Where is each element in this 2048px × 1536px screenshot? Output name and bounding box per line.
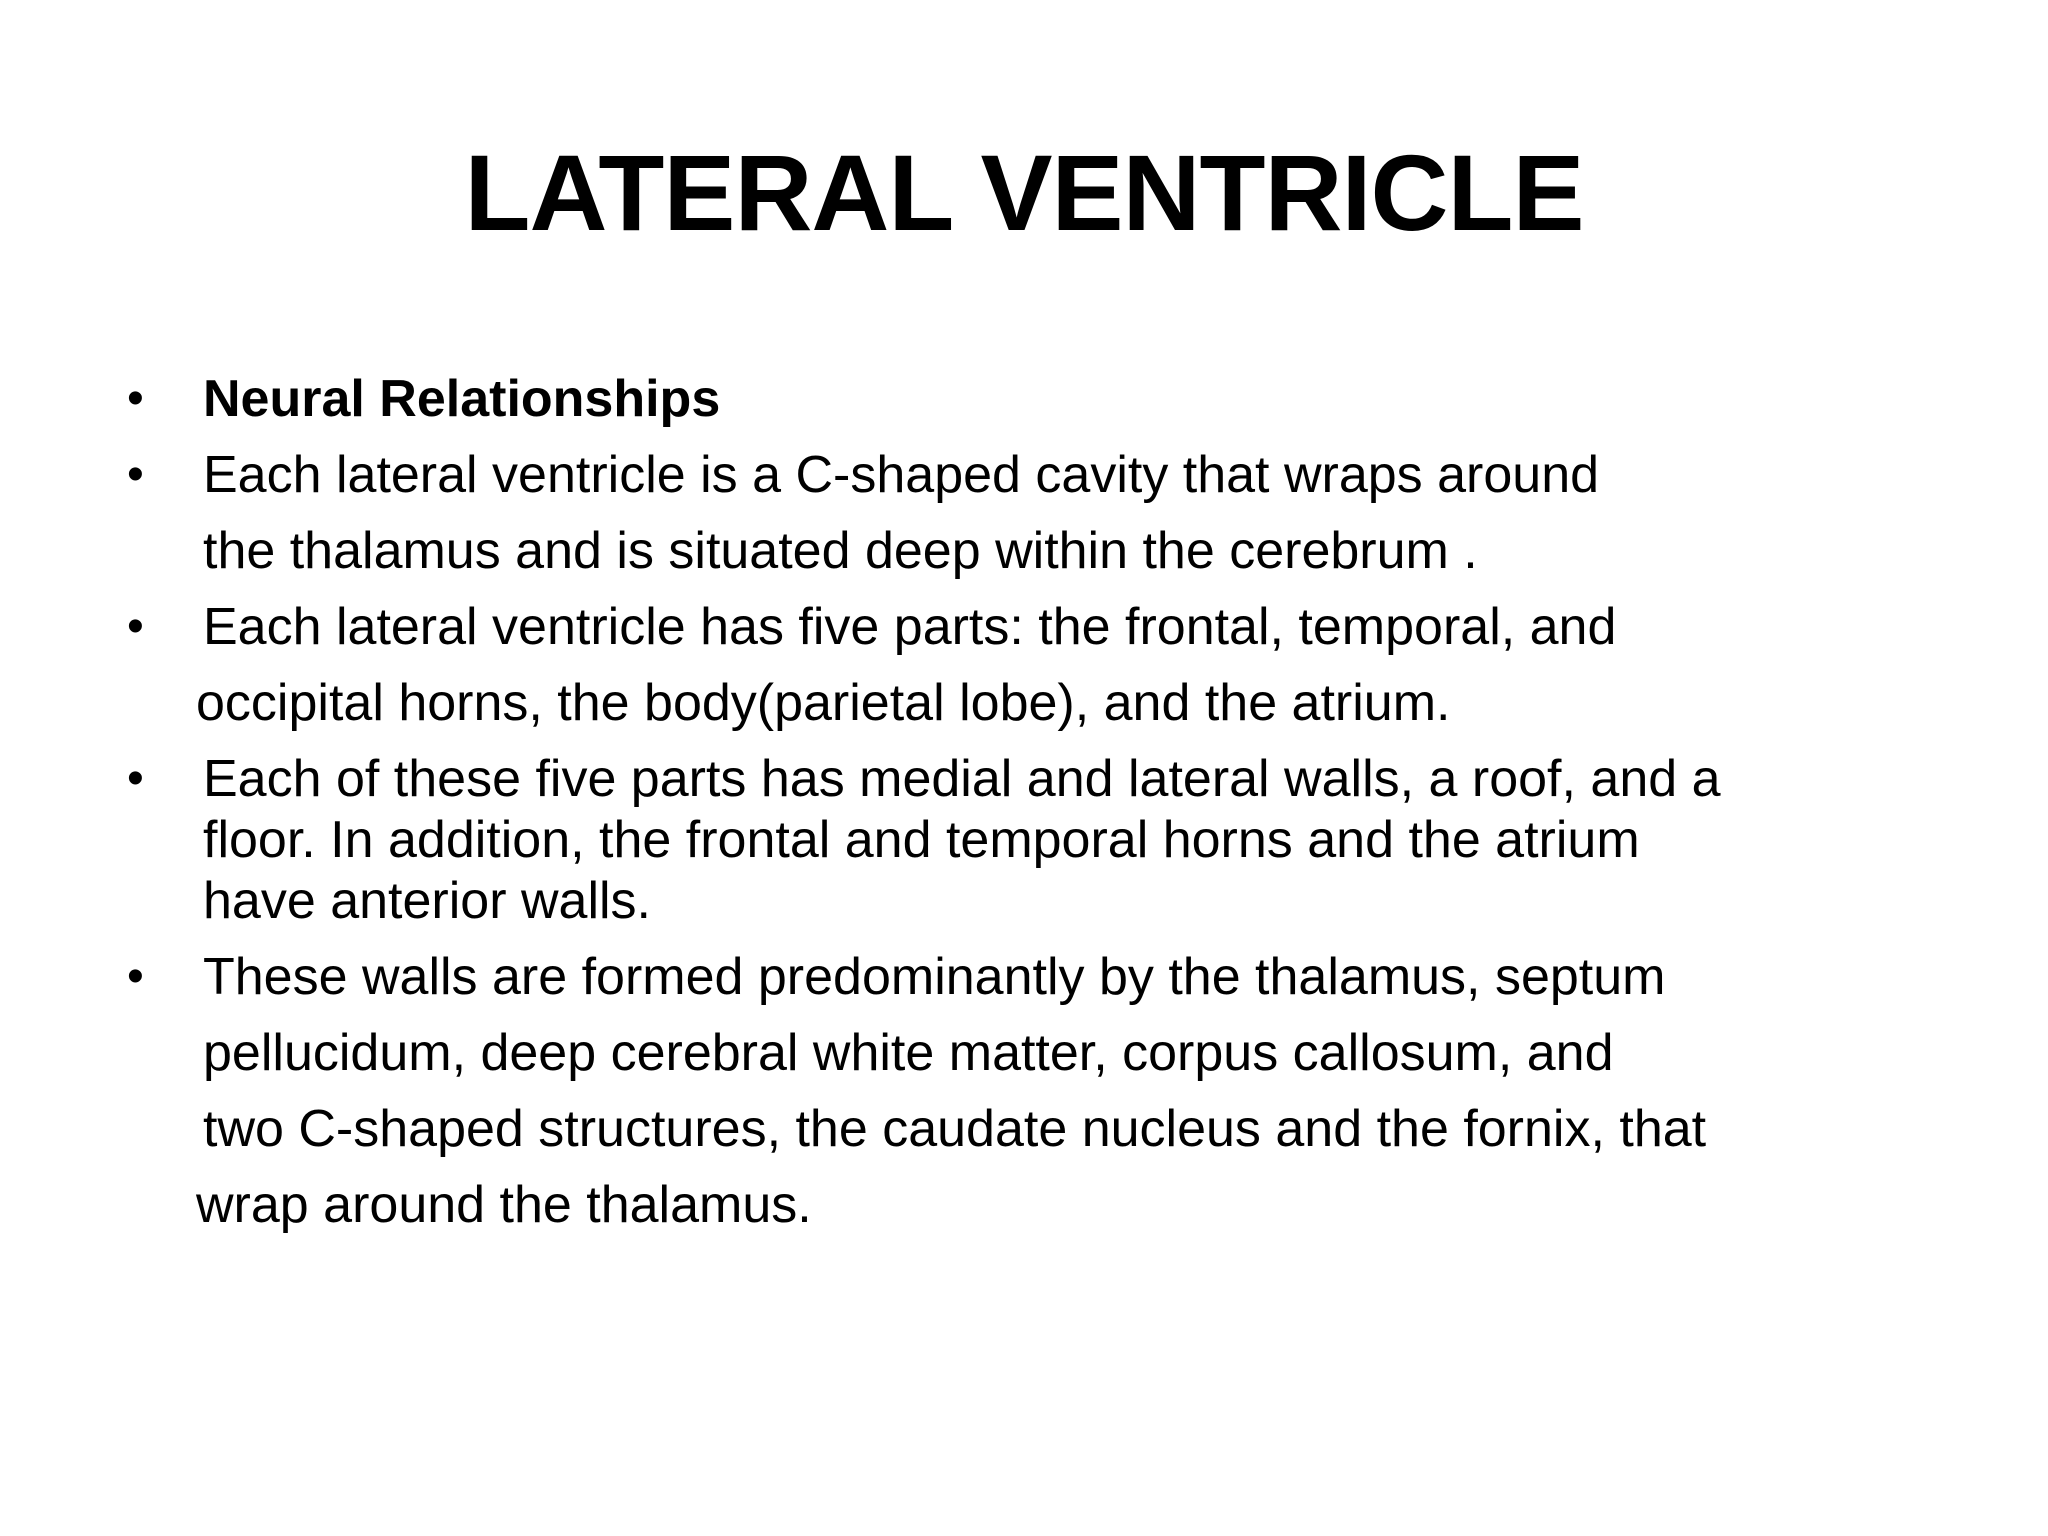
bullet-text-line: wrap around the thalamus. [196,1176,812,1234]
bullet-marker: • [127,950,144,1003]
bullet-text-line: pellucidum, deep cerebral white matter, corpus callosum, and [203,1024,1614,1082]
bullet-text-line: Each lateral ventricle has five parts: the frontal, temporal, and [203,598,1617,656]
bullet-heading: Neural Relationships [203,370,721,428]
bullet-marker: • [127,752,144,805]
slide-title: LATERAL VENTRICLE [464,132,1584,253]
bullet-marker: • [127,448,144,501]
bullet-marker: • [127,372,144,425]
bullet-text-line: floor. In addition, the frontal and temporal horns and the atrium [203,811,1640,869]
bullet-text-line: Each of these five parts has medial and lateral walls, a roof, and a [203,750,1721,808]
bullet-text-line: occipital horns, the body(parietal lobe), and the atrium. [196,674,1451,732]
bullet-text-line: have anterior walls. [203,872,651,930]
bullet-text-line: These walls are formed predominantly by the thalamus, septum [203,948,1666,1006]
bullet-text-line: Each lateral ventricle is a C-shaped cavity that wraps around [203,446,1600,504]
bullet-marker: • [127,600,144,653]
bullet-text-line: two C-shaped structures, the caudate nucleus and the fornix, that [203,1100,1707,1158]
bullet-text-line: the thalamus and is situated deep within the cerebrum . [203,522,1478,580]
